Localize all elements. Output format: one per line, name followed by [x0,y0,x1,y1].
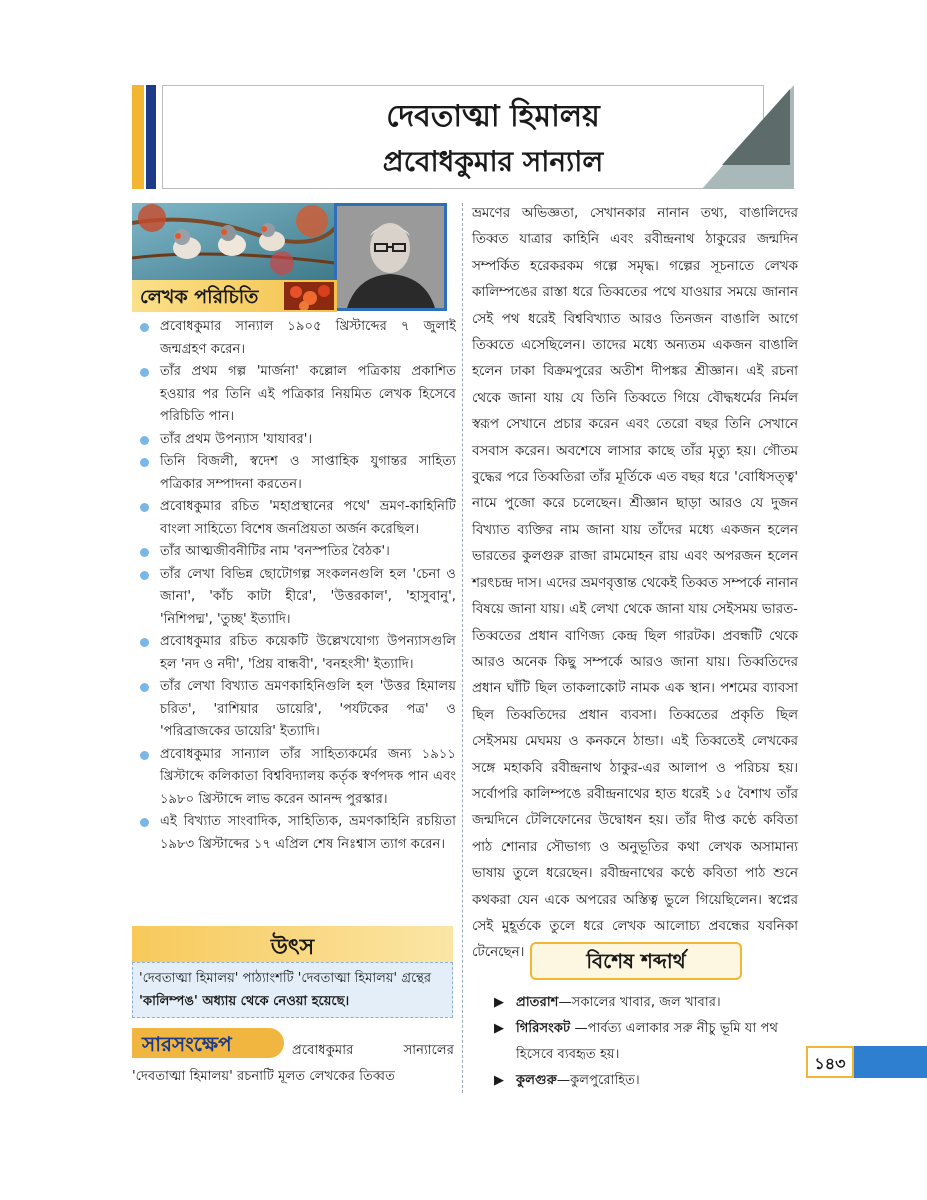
list-item: তাঁর লেখা বিখ্যাত ভ্রমণকাহিনিগুলি হল 'উত্তর হিমালয় চরিত', 'রাশিয়ার ডায়েরি', 'পর্যটকের পত্র' ও 'পরিব্রাজকের ডায়েরি' ইত্যাদি। [136,676,456,744]
arrow-icon: ▶ [494,1073,504,1088]
list-item: প্রবোধকুমার সান্যাল ১৯০৫ খ্রিস্টাব্দের ৭ জুলাই জন্মগ্রহণ করেন। [136,316,456,361]
glossary-heading: বিশেষ শব্দার্থ [586,949,686,973]
source-line: 'দেবতাত্মা হিমালয়' পাঠ্যাংশটি 'দেবতাত্মা হিমালয়' গ্রন্থের [139,971,431,986]
source-line: 'কালিম্পঙ' অধ্যায় থেকে নেওয়া হয়েছে। [139,994,350,1009]
column-divider [462,203,464,1093]
glossary-heading-box [530,942,742,980]
glossary-item [494,1016,804,1068]
glossary-item [494,1068,804,1094]
summary-heading-bar [132,1028,284,1058]
banner-box [162,85,764,189]
glossary-item [494,990,804,1016]
arrow-icon: ▶ [494,1021,504,1036]
glossary-sep: — [570,1021,588,1036]
page-number: ১৪৩ [814,1054,846,1073]
author-intro-heading-bar [132,280,337,312]
banner-gold-bar [132,85,144,189]
list-item: তাঁর প্রথম গল্প 'মার্জনা' কল্লোল পত্রিকায় প্রকাশিত হওয়ার পর তিনি এই পত্রিকার নিয়মিত লেখক হিসেবে পরিচিতি পান। [136,361,456,429]
glossary-term: গিরিসংকট [516,1021,571,1036]
author-intro-heading: লেখক পরিচিতি [140,286,259,308]
banner-corner-decoration [702,85,794,189]
summary-intro: প্রবোধকুমার সান্যালের 'দেবতাত্মা হিমালয়' রচনাটি মূলত লেখকের তিব্বত [132,1043,454,1084]
glossary-list [494,990,804,1094]
list-item: তাঁর আত্মজীবনীটির নাম 'বনস্পতির বৈঠক'। [136,541,456,564]
birds-image [132,203,335,280]
glossary-meaning: পার্বত্য এলাকার সরু নীচু ভূমি যা পথ হিসেবে ব্যবহৃত হয়। [516,1021,779,1062]
lesson-title: দেবতাত্মা হিমালয় [386,99,600,134]
banner-blue-bar [146,85,156,189]
page-number-bar [850,1046,927,1078]
summary-heading: সারসংক্ষেপ [142,1032,232,1056]
source-heading: উৎস [270,935,315,960]
glossary-term: কুলগুরু [516,1073,557,1088]
summary-body: ভ্রমণের অভিজ্ঞতা, সেখানকার নানান তথ্য, বাঙালিদের তিব্বত যাত্রার কাহিনি এবং রবীন্দ্রনাথ ঠাকুরের জন্মদিন সম্পর্কিত হরেকরকম গল্পে সমৃদ্ধ। গল্পের সূচনাতে লেখক কালিম্পঙের রাস্তা ধরে তিব্বতের পথে যাওয়ার সময়ে জানান সেই পথ ধরেই বিশ্ববিখ্যাত আরও তিনজন বাঙালি আগে তিব্বতে এসেছিলেন। তাদের মধ্যে অন্যতম একজন বাঙালি হলেন ঢাকা বিক্রমপুরের অতীশ দীপঙ্কর শ্রীজ্ঞান। এই রচনা থেকে জানা যায় যে তিনি তিব্বতে গিয়ে বৌদ্ধধর্মের নির্মল স্বরূপ সেখানে প্রচার করেন এবং তেরো বছর তিনি সেখানে বসবাস করেন। অবশেষে লাসার কাছে তাঁর মৃত্যু হয়। গৌতম বুদ্ধের পরে তিব্বতিরা তাঁর মূর্তিকে এত বছর ধরে 'বোধিসত্ত্ব' নামে পুজো করে চলেছেন। শ্রীজ্ঞান ছাড়া আরও যে দুজন বিখ্যাত ব্যক্তির নাম জানা যায় তাঁদের মধ্যে একজন হলেন ভারতের কুলগুরু রাজা রামমোহন রায় এবং অপরজন হলেন শরৎচন্দ্র দাস। এদের ভ্রমণবৃত্তান্ত থেকেই তিব্বত সম্পর্কে নানান বিষয়ে জানা যায়। এই লেখা থেকে জানা যায় সেইসময় ভারত-তিব্বতের প্রধান বাণিজ্য কেন্দ্র ছিল গারটক। প্রবন্ধটি থেকে আরও অনেক কিছু সম্পর্কে আরও জানা যায়। তিব্বতিদের প্রধান ঘাঁটি ছিল তাকলাকোট নামক এক স্থান। পশমের ব্যাবসা ছিল তিব্বতিদের প্রধান ব্যবসা। তিব্বতের প্রকৃতি ছিল সেইসময় মেঘময় ও কনকনে ঠান্ডা। এই তিব্বতেই লেখকের সঙ্গে মহাকবি রবীন্দ্রনাথ ঠাকুর-এর আলাপ ও পরিচয় হয়। সর্বোপরি কালিম্পঙে রবীন্দ্রনাথের হাত ধরেই ১৫ বৈশাখ তাঁর জন্মদিনে টেলিফোনের উদ্বোধন হয়। তাঁর দীপ্ত কণ্ঠে কবিতা পাঠ শোনার সৌভাগ্য ও অনুভূতির কথা লেখক অসামান্য ভাষায় তুলে ধরেছেন। রবীন্দ্রনাথের কণ্ঠে কবিতা পাঠ শুনে কথকরা যেন একে অপরের অস্তিত্ব ভুলে গিয়েছিলেন। স্বপ্নের সেই মুহূর্তকে তুলে ধরে লেখক আলোচ্য প্রবন্ধের যবনিকা টেনেছেন। [472,206,798,961]
list-item: এই বিখ্যাত সাংবাদিক, সাহিত্যিক, ভ্রমণকাহিনি রচয়িতা ১৯৮৩ খ্রিস্টাব্দের ১৭ এপ্রিল শেষ নিঃশ্বাস ত্যাগ করেন। [136,811,456,856]
list-item: প্রবোধকুমার রচিত কয়েকটি উল্লেখযোগ্য উপন্যাসগুলি হল 'নদ ও নদী', 'প্রিয় বান্ধবী', 'বনহংসী' ইত্যাদি। [136,631,456,676]
author-portrait [334,203,447,311]
list-item: তাঁর প্রথম উপন্যাস 'যাযাবর'। [136,429,456,452]
glossary-sep: — [558,995,572,1010]
list-item: তিনি বিজলী, স্বদেশ ও সাপ্তাহিক যুগান্তর সাহিত্য পত্রিকার সম্পাদনা করতেন। [136,451,456,496]
list-item: প্রবোধকুমার রচিত 'মহাপ্রস্থানের পথে' ভ্রমণ-কাহিনিটি বাংলা সাহিত্যে বিশেষ জনপ্রিয়তা অর্জন করেছিল। [136,496,456,541]
author-title: প্রবোধকুমার সান্যাল [382,145,604,178]
glossary-meaning: সকালের খাবার, জল খাবার। [571,995,721,1010]
source-box [132,962,453,1018]
page-number-box [806,1046,854,1078]
glossary-sep: — [556,1073,571,1088]
arrow-icon: ▶ [494,995,504,1010]
list-item: তাঁর লেখা বিভিন্ন ছোটোগল্প সংকলনগুলি হল 'চেনা ও জানা', 'কাঁচ কাটা হীরে', 'উত্তরকাল', 'হাসুবানু', 'নিশিপদ্ম', 'তুচ্ছ' ইত্যাদি। [136,564,456,632]
glossary-term: প্রাতরাশ [516,995,559,1010]
title-banner [132,85,794,189]
flower-icon [284,282,334,310]
glossary-meaning: কুলপুরোহিত। [570,1073,640,1088]
source-heading-bar [132,926,453,962]
author-intro-list [136,316,456,856]
list-item: প্রবোধকুমার সান্যাল তাঁর সাহিত্যকর্মের জন্য ১৯১১ খ্রিস্টাব্দে কলিকাতা বিশ্ববিদ্যালয় কর্তৃক স্বর্ণপদক পান এবং ১৯৮০ খ্রিস্টাব্দে লাভ করেন আনন্দ পুরস্কার। [136,744,456,812]
